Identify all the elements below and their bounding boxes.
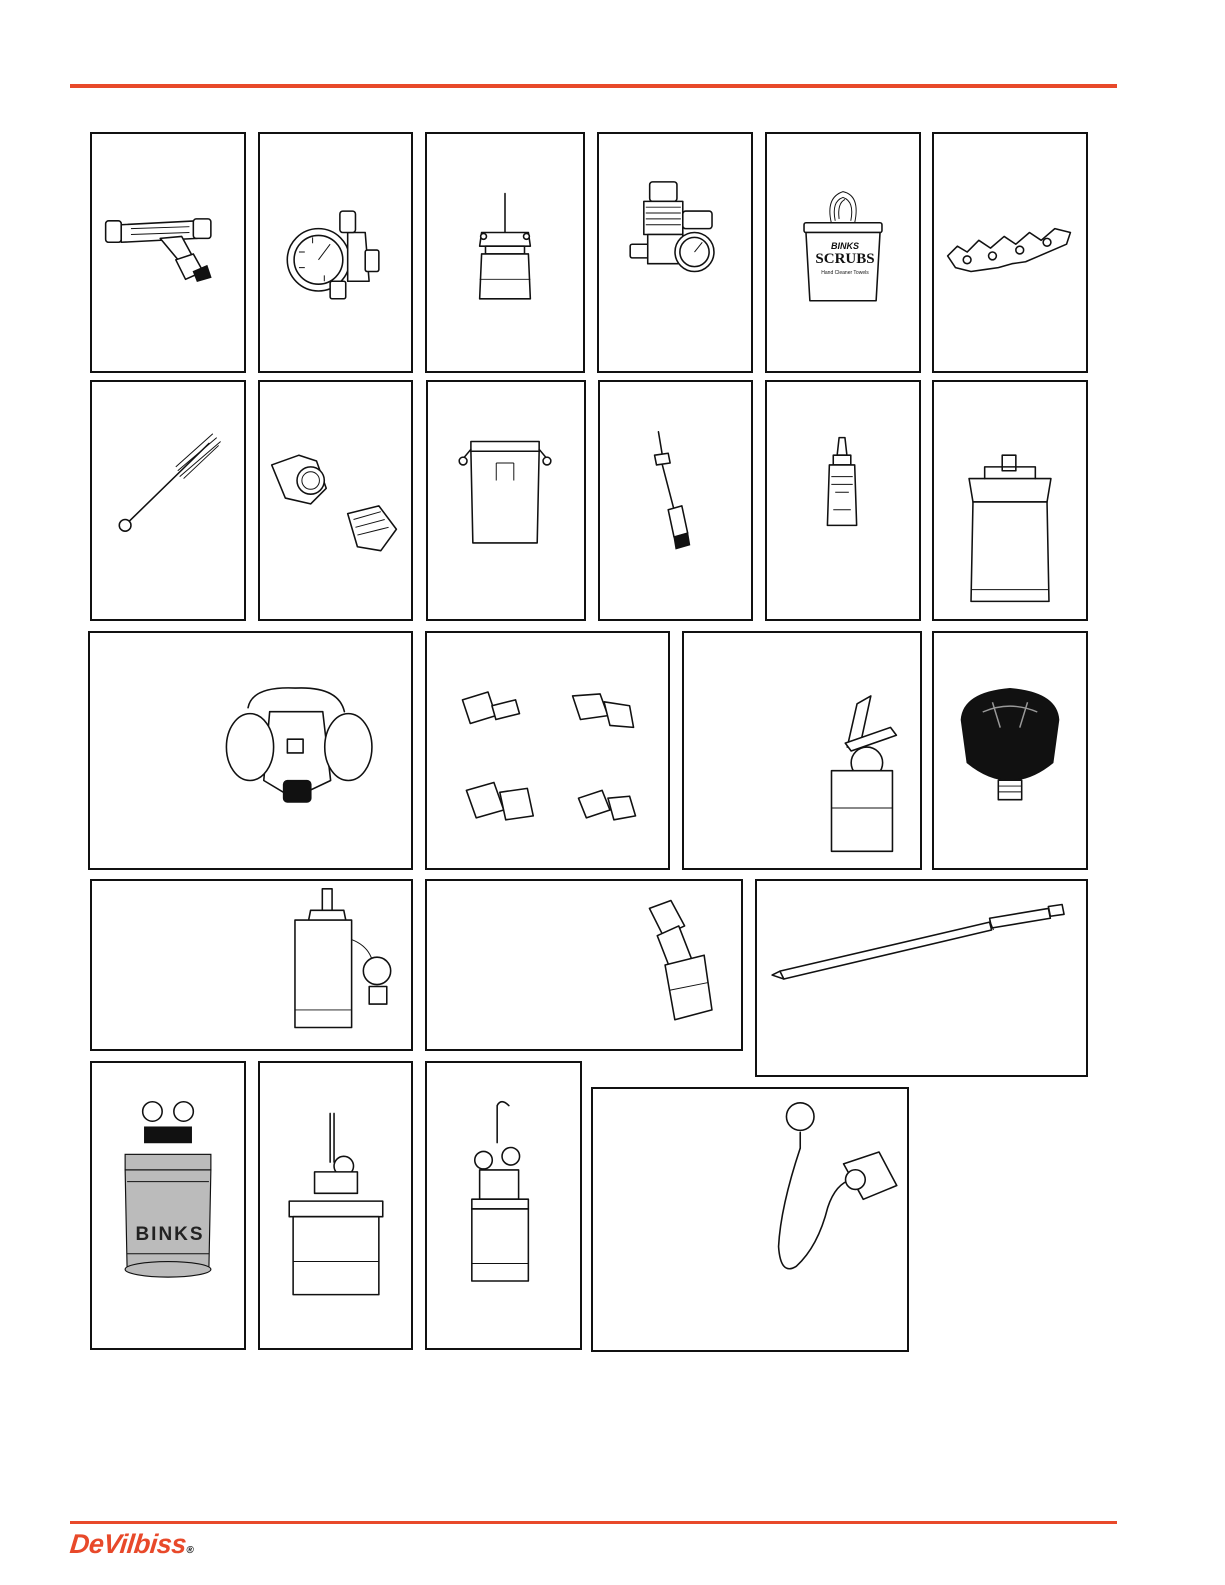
brand-logo-text: DeVilbiss <box>68 1529 188 1559</box>
product-card-remote-cup[interactable] <box>425 1061 582 1350</box>
product-card-paint-cup[interactable] <box>932 380 1088 621</box>
product-card-pot-agitator[interactable] <box>258 1061 413 1350</box>
lubricant-bottle-icon <box>767 382 919 619</box>
fittings-icon <box>260 382 411 619</box>
scrubs-subtitle: Hand Cleaner Towels <box>821 270 869 276</box>
extension-rod-icon <box>757 881 1086 1075</box>
gauge-regulator-icon <box>260 134 411 371</box>
product-card-multi-wrench[interactable] <box>932 132 1088 373</box>
product-card-adjustable-regulator[interactable] <box>597 132 753 373</box>
product-card-strainer[interactable] <box>90 132 246 373</box>
pot-brand: BINKS <box>135 1224 205 1245</box>
product-card-binks-pot[interactable] <box>90 1061 246 1350</box>
product-card-needle-tool[interactable] <box>598 380 753 621</box>
product-card-air-cap-gauge[interactable] <box>591 1087 909 1352</box>
bottom-rule <box>70 1521 1117 1524</box>
cleaning-brush-icon <box>92 382 244 619</box>
binks-pot-icon <box>92 1063 244 1348</box>
product-card-lubricant[interactable] <box>765 380 921 621</box>
strainer-valve-icon <box>92 134 244 371</box>
registered-mark: ® <box>185 1545 194 1556</box>
pot-with-agitator-icon <box>260 1063 411 1348</box>
scrubs-name: SCRUBS <box>815 251 875 267</box>
product-card-gauge-regulator[interactable] <box>258 132 413 373</box>
product-card-scrubs[interactable] <box>765 132 921 373</box>
air-cap-gauge-icon <box>593 1089 907 1350</box>
product-card-quick-disconnects[interactable] <box>425 631 670 870</box>
product-card-respirator[interactable] <box>88 631 413 870</box>
scrubs-brand: BINKS <box>830 241 859 251</box>
needle-tool-icon <box>600 382 751 619</box>
product-card-air-filter[interactable] <box>932 631 1088 870</box>
pressure-cup-icon <box>428 382 584 619</box>
product-card-extension-rod[interactable] <box>755 879 1088 1077</box>
product-card-pressure-pot-small[interactable] <box>682 631 922 870</box>
top-rule <box>70 84 1117 88</box>
respirator-icon <box>90 633 411 868</box>
multi-wrench-icon <box>934 134 1086 371</box>
air-filter-icon <box>934 633 1086 868</box>
product-card-pressure-cup[interactable] <box>426 380 586 621</box>
adjustable-regulator-icon <box>599 134 751 371</box>
tank-regulator-icon <box>92 881 411 1049</box>
quick-disconnect-icon <box>427 633 668 868</box>
remote-cup-icon <box>427 1063 580 1348</box>
product-card-fittings[interactable] <box>258 380 413 621</box>
gravity-cup-icon <box>427 134 583 371</box>
product-card-cleaning-brush[interactable] <box>90 380 246 621</box>
pressure-pot-icon <box>684 633 920 868</box>
paint-cup-icon <box>934 382 1086 619</box>
swivel-connector-icon <box>427 881 741 1049</box>
product-card-gravity-cup[interactable] <box>425 132 585 373</box>
product-card-tank-regulator[interactable] <box>90 879 413 1051</box>
product-card-swivel-connector[interactable] <box>425 879 743 1051</box>
devilbiss-logo <box>68 1529 195 1560</box>
